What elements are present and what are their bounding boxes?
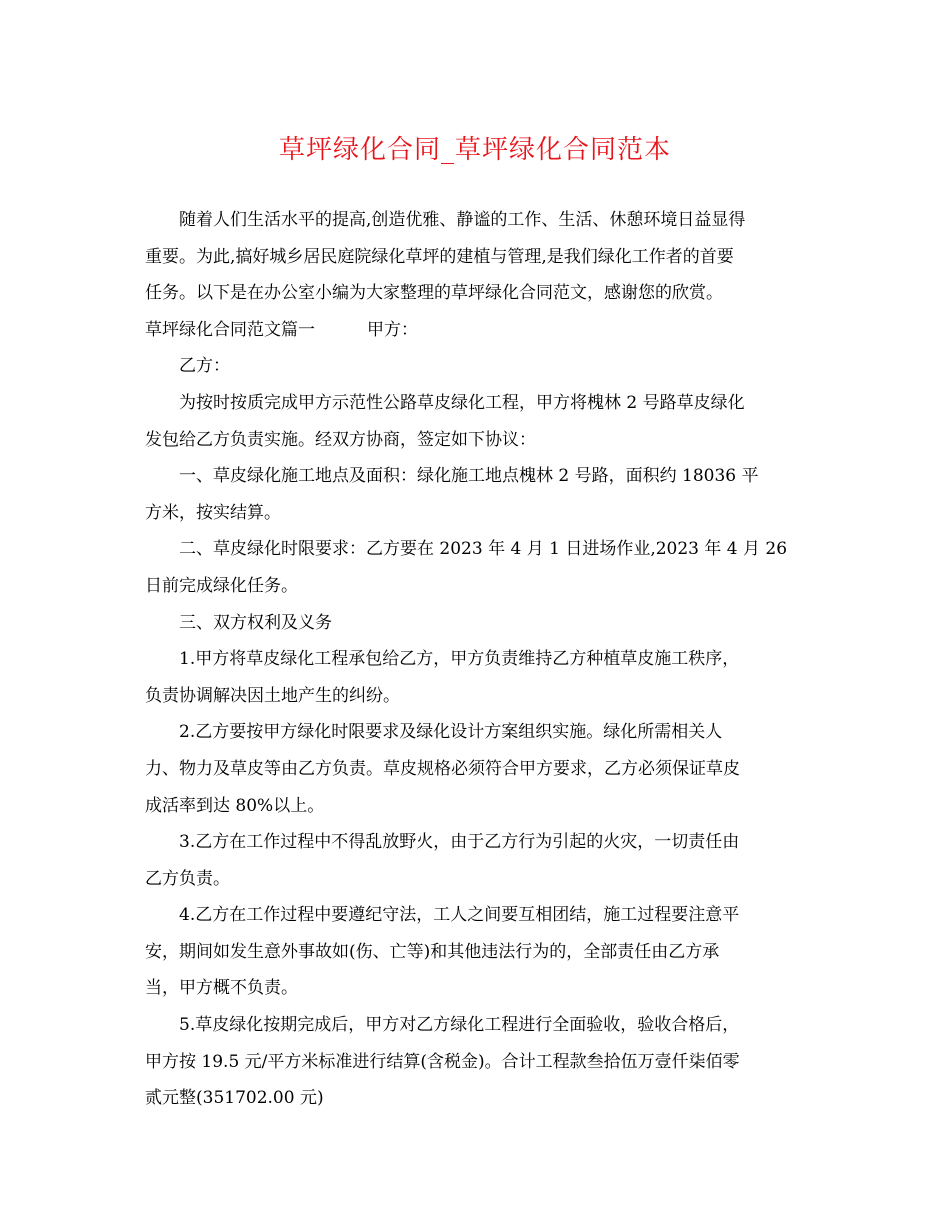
clause-line: 2.乙方要按甲方绿化时限要求及绿化设计方案组织实施。绿化所需相关人 bbox=[179, 722, 723, 743]
clause-line: 日前完成绿化任务。 bbox=[145, 575, 298, 596]
clause-line: 乙方负责。 bbox=[145, 868, 230, 889]
clause-heading: 三、双方权利及义务 bbox=[179, 612, 332, 633]
clause-line: 一、草皮绿化施工地点及面积：绿化施工地点槐林 2 号路，面积约 18036 平 bbox=[179, 466, 759, 487]
clause-line: 5.草皮绿化按期完成后，甲方对乙方绿化工程进行全面验收，验收合格后， bbox=[179, 1015, 740, 1036]
paragraph-line: 为按时按质完成甲方示范性公路草皮绿化工程，甲方将槐林 2 号路草皮绿化 bbox=[179, 392, 745, 413]
paragraph-line: 随着人们生活水平的提高,创造优雅、静谧的工作、生活、休憩环境日益显得 bbox=[179, 210, 746, 230]
section-heading-line bbox=[145, 312, 805, 349]
clause-line: 当，甲方概不负责。 bbox=[145, 978, 298, 999]
clause-line: 二、草皮绿化时限要求：乙方要在 2023 年 4 月 1 日进场作业,2023 年 4 月 26 bbox=[179, 539, 788, 560]
clause-line: 1.甲方将草皮绿化工程承包给乙方，甲方负责维持乙方种植草皮施工秩序， bbox=[179, 649, 740, 670]
clause-line: 贰元整(351702.00 元) bbox=[145, 1088, 324, 1109]
clause-line: 方米，按实结算。 bbox=[145, 502, 281, 523]
clause-line: 成活率到达 80%以上。 bbox=[145, 795, 325, 816]
clause-line: 4.乙方在工作过程中要遵纪守法，工人之间要互相团结，施工过程要注意平 bbox=[179, 905, 740, 926]
paragraph-line: 任务。以下是在办公室小编为大家整理的草坪绿化合同范文，感谢您的欣赏。 bbox=[145, 283, 723, 304]
clause-line: 安，期间如发生意外事故如(伤、亡等)和其他违法行为的，全部责任由乙方承 bbox=[145, 941, 720, 962]
clause-line: 3.乙方在工作过程中不得乱放野火，由于乙方行为引起的火灾，一切责任由 bbox=[179, 832, 740, 853]
clause-line: 甲方按 19.5 元/平方米标准进行结算(含税金)。合计工程款叁拾伍万壹仟柒佰零 bbox=[145, 1051, 740, 1072]
paragraph-line: 重要。为此,搞好城乡居民庭院绿化草坪的建植与管理,是我们绿化工作者的首要 bbox=[145, 246, 734, 267]
clause-line: 力、物力及草皮等由乙方负责。草皮规格必须符合甲方要求，乙方必须保证草皮 bbox=[145, 758, 740, 779]
clause-line: 负责协调解决因土地产生的纠纷。 bbox=[145, 685, 400, 706]
paragraph-line: 发包给乙方负责实施。经双方协商，签定如下协议： bbox=[145, 429, 536, 450]
party-a-label: 甲方： bbox=[367, 319, 418, 340]
document-title: 草坪绿化合同_草坪绿化合同范本 bbox=[278, 135, 671, 165]
party-b-label: 乙方： bbox=[179, 356, 230, 377]
document-body bbox=[145, 202, 805, 1117]
section-heading: 草坪绿化合同范文篇一 bbox=[145, 319, 315, 340]
